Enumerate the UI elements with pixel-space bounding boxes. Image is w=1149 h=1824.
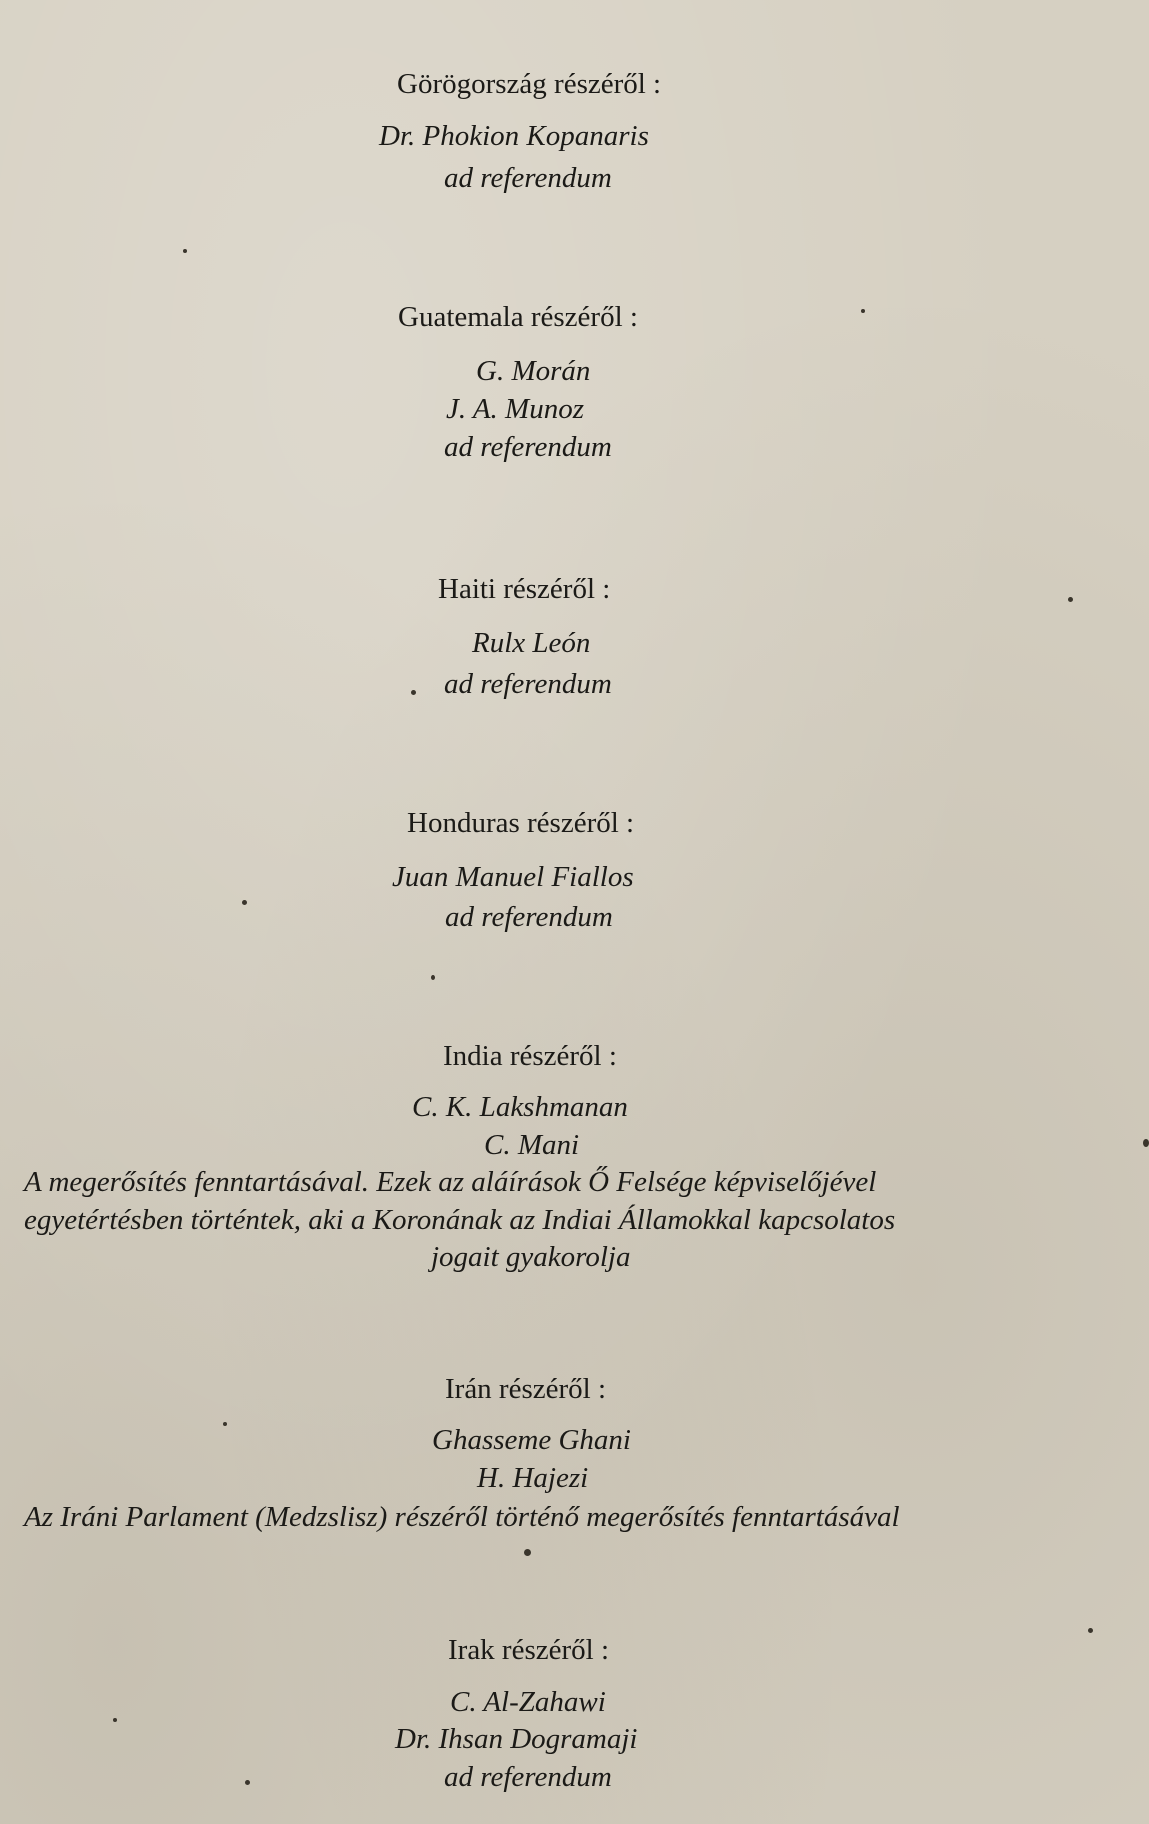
ad-referendum-note: ad referendum — [444, 162, 612, 194]
paper-speck — [1088, 1628, 1093, 1633]
ad-referendum-note: ad referendum — [444, 1761, 612, 1793]
signatory-name: Juan Manuel Fiallos — [392, 861, 634, 893]
signatory-name: C. Al-Zahawi — [450, 1686, 606, 1718]
section-heading-india: India részéről : — [443, 1040, 617, 1072]
signatory-name: C. K. Lakshmanan — [412, 1091, 628, 1123]
paper-speck — [524, 1549, 531, 1556]
paper-speck — [1143, 1139, 1149, 1147]
reservation-note: egyetértésben történtek, aki a Koronának az Indiai Államokkal kapcsolatos — [24, 1204, 896, 1236]
signatory-name: H. Hajezi — [477, 1462, 589, 1494]
reservation-note: jogait gyakorolja — [431, 1241, 631, 1273]
paper-speck — [223, 1422, 227, 1426]
reservation-note: Az Iráni Parlament (Medzslisz) részéről történő megerősítés fenntartásával — [24, 1501, 900, 1533]
paper-speck — [431, 975, 435, 980]
signatory-name: J. A. Munoz — [446, 393, 585, 425]
ad-referendum-note: ad referendum — [444, 431, 612, 463]
paper-speck — [1068, 597, 1073, 602]
paper-speck — [113, 1718, 117, 1722]
section-heading-greece: Görögország részéről : — [397, 68, 662, 100]
paper-speck — [242, 900, 247, 905]
section-heading-iraq: Irak részéről : — [448, 1634, 610, 1666]
section-heading-iran: Irán részéről : — [445, 1373, 607, 1405]
signatory-name: Dr. Ihsan Dogramaji — [395, 1723, 638, 1755]
signatory-name: Dr. Phokion Kopanaris — [379, 120, 649, 152]
section-heading-haiti: Haiti részéről : — [438, 573, 611, 605]
signatory-name: Ghasseme Ghani — [432, 1424, 631, 1456]
section-heading-honduras: Honduras részéről : — [407, 807, 635, 839]
ad-referendum-note: ad referendum — [444, 668, 612, 700]
paper-speck — [411, 690, 416, 695]
reservation-note: A megerősítés fenntartásával. Ezek az aláírások Ő Felsége képviselőjével — [24, 1166, 877, 1198]
signatory-name: Rulx León — [472, 627, 591, 659]
signatory-name: G. Morán — [476, 355, 591, 387]
ad-referendum-note: ad referendum — [445, 901, 613, 933]
section-heading-guatemala: Guatemala részéről : — [398, 301, 638, 333]
paper-speck — [245, 1780, 250, 1785]
paper-speck — [861, 309, 865, 313]
signatory-name: C. Mani — [484, 1129, 580, 1161]
paper-speck — [183, 249, 187, 253]
